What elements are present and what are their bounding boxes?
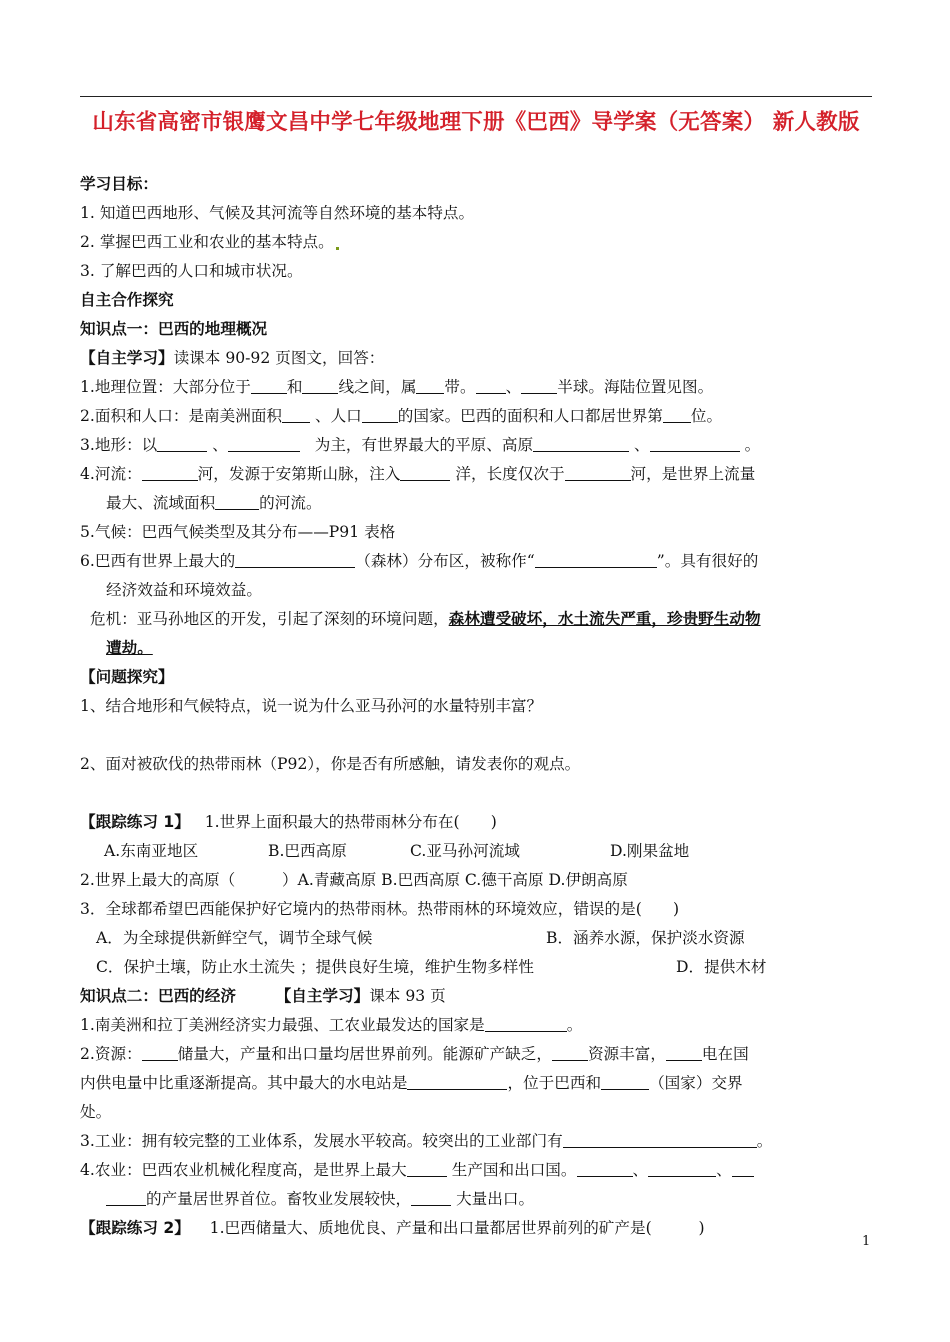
document-title: 山东省高密市银鹰文昌中学七年级地理下册《巴西》导学案（无答案） 新人教版 — [92, 110, 860, 135]
kp2-line-3: 3.工业：拥有较完整的工业体系，发展水平较高。较突出的工业部门有 。 — [80, 1132, 773, 1150]
inquiry-q1: 1、结合地形和气候特点，说一说为什么亚马孙河的水量特别丰富？ — [80, 697, 543, 715]
goals-heading: 学习目标： — [80, 175, 158, 193]
goal-item: 1. 知道巴西地形、气候及其河流等自然环境的基本特点。 — [80, 204, 475, 222]
practice1-q3-ab: A．为全球提供新鲜空气，调节全球气候 B．涵养水源，保护淡水资源 — [96, 929, 745, 947]
kp1-line-4: 4.河流： 河，发源于安第斯山脉，注入 洋，长度仅次于 河，是世界上流量 — [80, 465, 756, 483]
kp2-heading-line: 知识点二：巴西的经济 【自主学习】课本 93 页 — [80, 987, 446, 1005]
document-body — [80, 170, 876, 1243]
crisis-line-2: 遭劫。 — [106, 639, 153, 657]
kp1-study: 【自主学习】读课本 90-92 页图文，回答： — [80, 349, 385, 367]
kp2-heading: 知识点二：巴西的经济 — [80, 987, 236, 1005]
kp1-line-6b: 经济效益和环境效益。 — [106, 581, 262, 599]
kp1-line-4b: 最大、流域面积 的河流。 — [106, 494, 322, 512]
option: C.亚马孙河流域 — [410, 842, 520, 860]
practice2-q1: 【跟踪练习 2】 1.巴西储量大、质地优良、产量和出口量都居世界前列的矿产是( ) — [80, 1219, 705, 1237]
kp1-line-2: 2.面积和人口：是南美洲面积 、人口 的国家。巴西的面积和人口都居世界第 位。 — [80, 407, 723, 425]
option: A.东南亚地区 — [104, 842, 199, 860]
goal-item: 3. 了解巴西的人口和城市状况。 — [80, 262, 303, 280]
kp2-line-2c: 处。 — [80, 1103, 112, 1121]
practice1-q2: 2.世界上最大的高原（ ）A.青藏高原 B.巴西高原 C.德干高原 D.伊朗高原 — [80, 871, 628, 889]
practice1-q1-options — [80, 837, 876, 866]
header-rule — [80, 96, 872, 97]
stray-mark — [336, 247, 339, 250]
kp1-line-6: 6.巴西有世界上最大的 （森林）分布区，被称作“ ”。具有很好的 — [80, 552, 759, 570]
practice1-q3: 3．全球都希望巴西能保护好它境内的热带雨林。热带雨林的环境效应，错误的是( ) — [80, 900, 680, 918]
kp2-line-4b: 的产量居世界首位。畜牧业发展较快， 大量出口。 — [80, 1185, 876, 1214]
kp1-line-3: 3.地形：以 、 为主，有世界最大的平原、高原 、 。 — [80, 436, 761, 454]
section-heading: 自主合作探究 — [80, 291, 174, 309]
practice1-q1: 【跟踪练习 1】 1.世界上面积最大的热带雨林分布在( ) — [80, 813, 497, 831]
inquiry-heading: 【问题探究】 — [80, 668, 174, 686]
page-number: 1 — [862, 1234, 871, 1249]
option: B.巴西高原 — [268, 842, 347, 860]
kp2-line-2: 2.资源： 储量大，产量和出口量均居世界前列。能源矿产缺乏， 资源丰富， 电在国 — [80, 1045, 749, 1063]
option: D.刚果盆地 — [610, 842, 690, 860]
crisis-line: 危机：亚马孙地区的开发，引起了深刻的环境问题，森林遭受破坏，水土流失严重，珍贵野生动物 — [90, 610, 761, 628]
kp1-heading: 知识点一：巴西的地理概况 — [80, 320, 268, 338]
inquiry-q2: 2、面对被砍伐的热带雨林（P92），你是否有所感触，请发表你的观点。 — [80, 755, 581, 773]
kp1-line-5: 5.气候：巴西气候类型及其分布——P91 表格 — [80, 523, 396, 541]
practice1-q3-cd: C．保护土壤，防止水土流失 ；提供良好生境，维护生物多样性 D．提供木材 — [96, 958, 767, 976]
kp2-line-4: 4.农业：巴西农业机械化程度高，是世界上最大 生产国和出口国。 、 、 — [80, 1156, 876, 1185]
goal-item: 2. 掌握巴西工业和农业的基本特点。 — [80, 228, 876, 257]
kp2-line-2b: 内供电量中比重逐渐提高。其中最大的水电站是 ，位于巴西和 （国家）交界 — [80, 1074, 743, 1092]
kp2-line-1: 1.南美洲和拉丁美洲经济实力最强、工农业最发达的国家是 。 — [80, 1016, 583, 1034]
kp1-line-1: 1.地理位置：大部分位于 和 线之间，属 带。 、 半球。海陆位置见图。 — [80, 378, 714, 396]
